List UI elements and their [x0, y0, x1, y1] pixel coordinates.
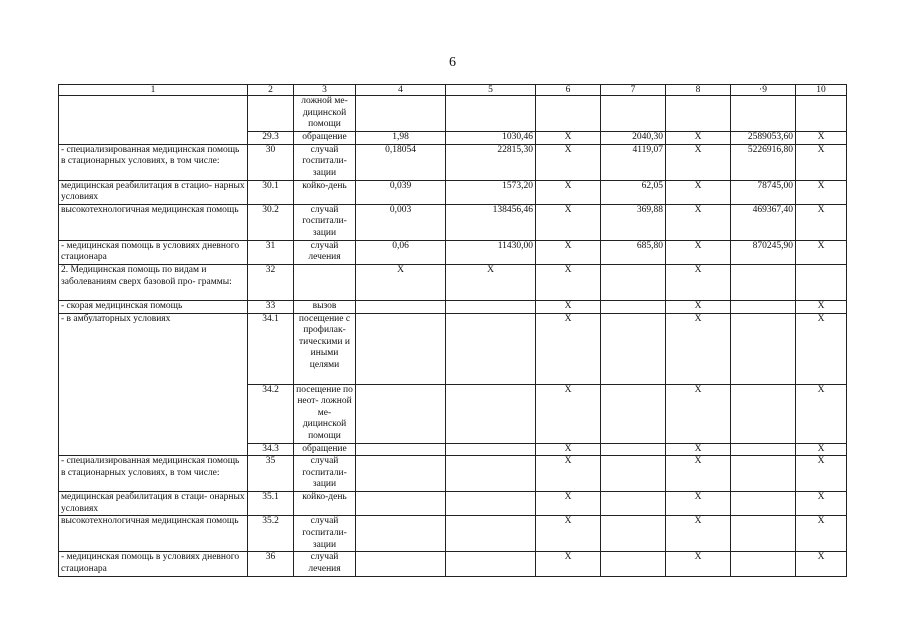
cell-col10: Х	[796, 240, 847, 264]
cell-col9	[731, 96, 796, 132]
cell-name	[59, 443, 248, 456]
cell-col10: Х	[796, 313, 847, 384]
table-row	[59, 240, 847, 264]
cell-col7	[601, 96, 666, 132]
cell-col8: Х	[666, 144, 731, 180]
header-cell: 10	[796, 85, 847, 96]
cell-col4	[356, 443, 446, 456]
cell-code: 30.2	[248, 204, 294, 240]
cell-unit: посещение по неот- ложной ме- дицинской помощи	[294, 384, 356, 443]
cell-col6: Х	[536, 516, 601, 552]
table-row	[59, 313, 847, 384]
cell-col8: Х	[666, 492, 731, 516]
cell-col8: Х	[666, 240, 731, 264]
cell-col5	[446, 492, 536, 516]
table-row	[59, 384, 847, 443]
cell-col8: Х	[666, 313, 731, 384]
cell-col9	[731, 300, 796, 313]
cell-code: 36	[248, 552, 294, 576]
cell-col8: Х	[666, 204, 731, 240]
cell-col4	[356, 516, 446, 552]
cell-col10: Х	[796, 144, 847, 180]
cell-unit: койко-день	[294, 180, 356, 204]
cell-col4	[356, 456, 446, 492]
cell-col5: Х	[446, 264, 536, 300]
header-cell: 7	[601, 85, 666, 96]
cell-col8: Х	[666, 552, 731, 576]
cell-code: 35	[248, 456, 294, 492]
cell-col5	[446, 456, 536, 492]
cell-col10: Х	[796, 552, 847, 576]
cell-unit: случай лечения	[294, 552, 356, 576]
cell-col5: 22815,30	[446, 144, 536, 180]
cell-col5	[446, 443, 536, 456]
cell-col9: 5226916,80	[731, 144, 796, 180]
cell-col10: Х	[796, 384, 847, 443]
cell-col6: Х	[536, 552, 601, 576]
header-cell: 4	[356, 85, 446, 96]
cell-col4	[356, 96, 446, 132]
cell-col7	[601, 384, 666, 443]
table-row	[59, 144, 847, 180]
cell-col6: Х	[536, 204, 601, 240]
cell-col10: Х	[796, 516, 847, 552]
cell-col4	[356, 313, 446, 384]
cell-col9	[731, 456, 796, 492]
cell-code: 29.3	[248, 132, 294, 145]
cell-unit: посещение с профилак- тическими и иными целями	[294, 313, 356, 384]
cell-col7: 685,80	[601, 240, 666, 264]
cell-unit: случай госпитали- зации	[294, 456, 356, 492]
cell-col8	[666, 96, 731, 132]
cell-name: высокотехнологичная медицинская помощь	[59, 204, 248, 240]
cell-col7: 2040,30	[601, 132, 666, 145]
cell-col10	[796, 264, 847, 300]
cell-code: 34.2	[248, 384, 294, 443]
cell-col10: Х	[796, 456, 847, 492]
cell-name: высокотехнологичная медицинская помощь	[59, 516, 248, 552]
cell-code: 33	[248, 300, 294, 313]
cell-col4: 0,18054	[356, 144, 446, 180]
cell-col5: 1573,20	[446, 180, 536, 204]
cell-col5	[446, 552, 536, 576]
header-cell: 2	[248, 85, 294, 96]
cell-code: 32	[248, 264, 294, 300]
cell-col9	[731, 384, 796, 443]
cell-code: 35.1	[248, 492, 294, 516]
cell-col7	[601, 313, 666, 384]
cell-col6: Х	[536, 240, 601, 264]
cell-col4	[356, 552, 446, 576]
cell-col8: Х	[666, 443, 731, 456]
cell-unit: случай госпитали- зации	[294, 204, 356, 240]
cell-code: 34.3	[248, 443, 294, 456]
cell-unit: обращение	[294, 443, 356, 456]
cell-unit	[294, 264, 356, 300]
cell-col10: Х	[796, 300, 847, 313]
page-number: 6	[449, 55, 456, 70]
cell-col5	[446, 313, 536, 384]
table-row	[59, 204, 847, 240]
cell-col9	[731, 313, 796, 384]
header-cell: ·9	[731, 85, 796, 96]
cell-col9	[731, 516, 796, 552]
cell-col9	[731, 552, 796, 576]
cell-name: - специализированная медицинская помощь в стационарных условиях, в том числе:	[59, 456, 248, 492]
cell-col7	[601, 552, 666, 576]
cell-col6: Х	[536, 456, 601, 492]
cell-col7	[601, 264, 666, 300]
cell-code	[248, 96, 294, 132]
table-row	[59, 264, 847, 300]
cell-col4	[356, 384, 446, 443]
cell-col8: Х	[666, 384, 731, 443]
cell-col8: Х	[666, 264, 731, 300]
cell-name: медицинская реабилитация в стаци- онарных условиях	[59, 492, 248, 516]
table-row	[59, 456, 847, 492]
cell-col9: 78745,00	[731, 180, 796, 204]
data-table	[58, 84, 847, 577]
cell-col6: Х	[536, 132, 601, 145]
cell-col4: 0,06	[356, 240, 446, 264]
cell-col5	[446, 300, 536, 313]
cell-col4	[356, 300, 446, 313]
cell-col5	[446, 96, 536, 132]
cell-name: - медицинская помощь в условиях дневного стационара	[59, 552, 248, 576]
cell-col6: Х	[536, 492, 601, 516]
cell-name: - скорая медицинская помощь	[59, 300, 248, 313]
cell-col6: Х	[536, 443, 601, 456]
header-cell: 8	[666, 85, 731, 96]
table-row	[59, 516, 847, 552]
cell-code: 30	[248, 144, 294, 180]
cell-col9: 870245,90	[731, 240, 796, 264]
cell-col5: 11430,00	[446, 240, 536, 264]
cell-col8: Х	[666, 132, 731, 145]
cell-col5: 138456,46	[446, 204, 536, 240]
cell-col7: 4119,07	[601, 144, 666, 180]
cell-col8: Х	[666, 180, 731, 204]
cell-col5	[446, 384, 536, 443]
cell-unit: койко-день	[294, 492, 356, 516]
cell-col4: 0,003	[356, 204, 446, 240]
cell-unit: случай лечения	[294, 240, 356, 264]
cell-col9: 469367,40	[731, 204, 796, 240]
cell-col6: Х	[536, 313, 601, 384]
cell-unit: вызов	[294, 300, 356, 313]
cell-col9: 2589053,60	[731, 132, 796, 145]
cell-name	[59, 96, 248, 132]
cell-col10	[796, 96, 847, 132]
cell-col8: Х	[666, 516, 731, 552]
table-row	[59, 552, 847, 576]
cell-col5	[446, 516, 536, 552]
cell-col4	[356, 492, 446, 516]
cell-col10: Х	[796, 443, 847, 456]
cell-unit: случай госпитали- зации	[294, 516, 356, 552]
table-row	[59, 300, 847, 313]
cell-col7	[601, 492, 666, 516]
cell-col7	[601, 443, 666, 456]
cell-col7: 369,88	[601, 204, 666, 240]
table-row	[59, 443, 847, 456]
cell-col6: Х	[536, 300, 601, 313]
table-row	[59, 492, 847, 516]
table-row	[59, 96, 847, 132]
cell-col10: Х	[796, 204, 847, 240]
cell-col6: Х	[536, 144, 601, 180]
cell-unit: случай госпитали- зации	[294, 144, 356, 180]
cell-name	[59, 384, 248, 443]
cell-col5: 1030,46	[446, 132, 536, 145]
cell-name: - медицинская помощь в условиях дневного стационара	[59, 240, 248, 264]
cell-name: - специализированная медицинская помощь в стационарных условиях, в том числе:	[59, 144, 248, 180]
cell-code: 31	[248, 240, 294, 264]
cell-col8: Х	[666, 456, 731, 492]
cell-unit: обращение	[294, 132, 356, 145]
cell-col10: Х	[796, 492, 847, 516]
cell-col9	[731, 264, 796, 300]
cell-col4: 1,98	[356, 132, 446, 145]
cell-col7: 62,05	[601, 180, 666, 204]
header-cell: 5	[446, 85, 536, 96]
header-cell: 1	[59, 85, 248, 96]
cell-col8: Х	[666, 300, 731, 313]
cell-code: 35.2	[248, 516, 294, 552]
cell-col9	[731, 443, 796, 456]
cell-col9	[731, 492, 796, 516]
cell-col6	[536, 96, 601, 132]
cell-col7	[601, 516, 666, 552]
cell-col10: Х	[796, 132, 847, 145]
cell-name: медицинская реабилитация в стацио- нарных условиях	[59, 180, 248, 204]
cell-code: 34.1	[248, 313, 294, 384]
header-cell: 6	[536, 85, 601, 96]
cell-name: 2. Медицинская помощь по видам и заболеваниям сверх базовой про- граммы:	[59, 264, 248, 300]
table-row	[59, 132, 847, 145]
header-row	[59, 85, 847, 96]
cell-col10: Х	[796, 180, 847, 204]
header-cell: 3	[294, 85, 356, 96]
cell-col7	[601, 456, 666, 492]
cell-unit: ложной ме- дицинской помощи	[294, 96, 356, 132]
cell-col4: Х	[356, 264, 446, 300]
cell-code: 30.1	[248, 180, 294, 204]
cell-col6: Х	[536, 180, 601, 204]
cell-col6: Х	[536, 264, 601, 300]
cell-name	[59, 132, 248, 145]
cell-name: - в амбулаторных условиях	[59, 313, 248, 384]
cell-col4: 0,039	[356, 180, 446, 204]
table-row	[59, 180, 847, 204]
cell-col7	[601, 300, 666, 313]
cell-col6: Х	[536, 384, 601, 443]
